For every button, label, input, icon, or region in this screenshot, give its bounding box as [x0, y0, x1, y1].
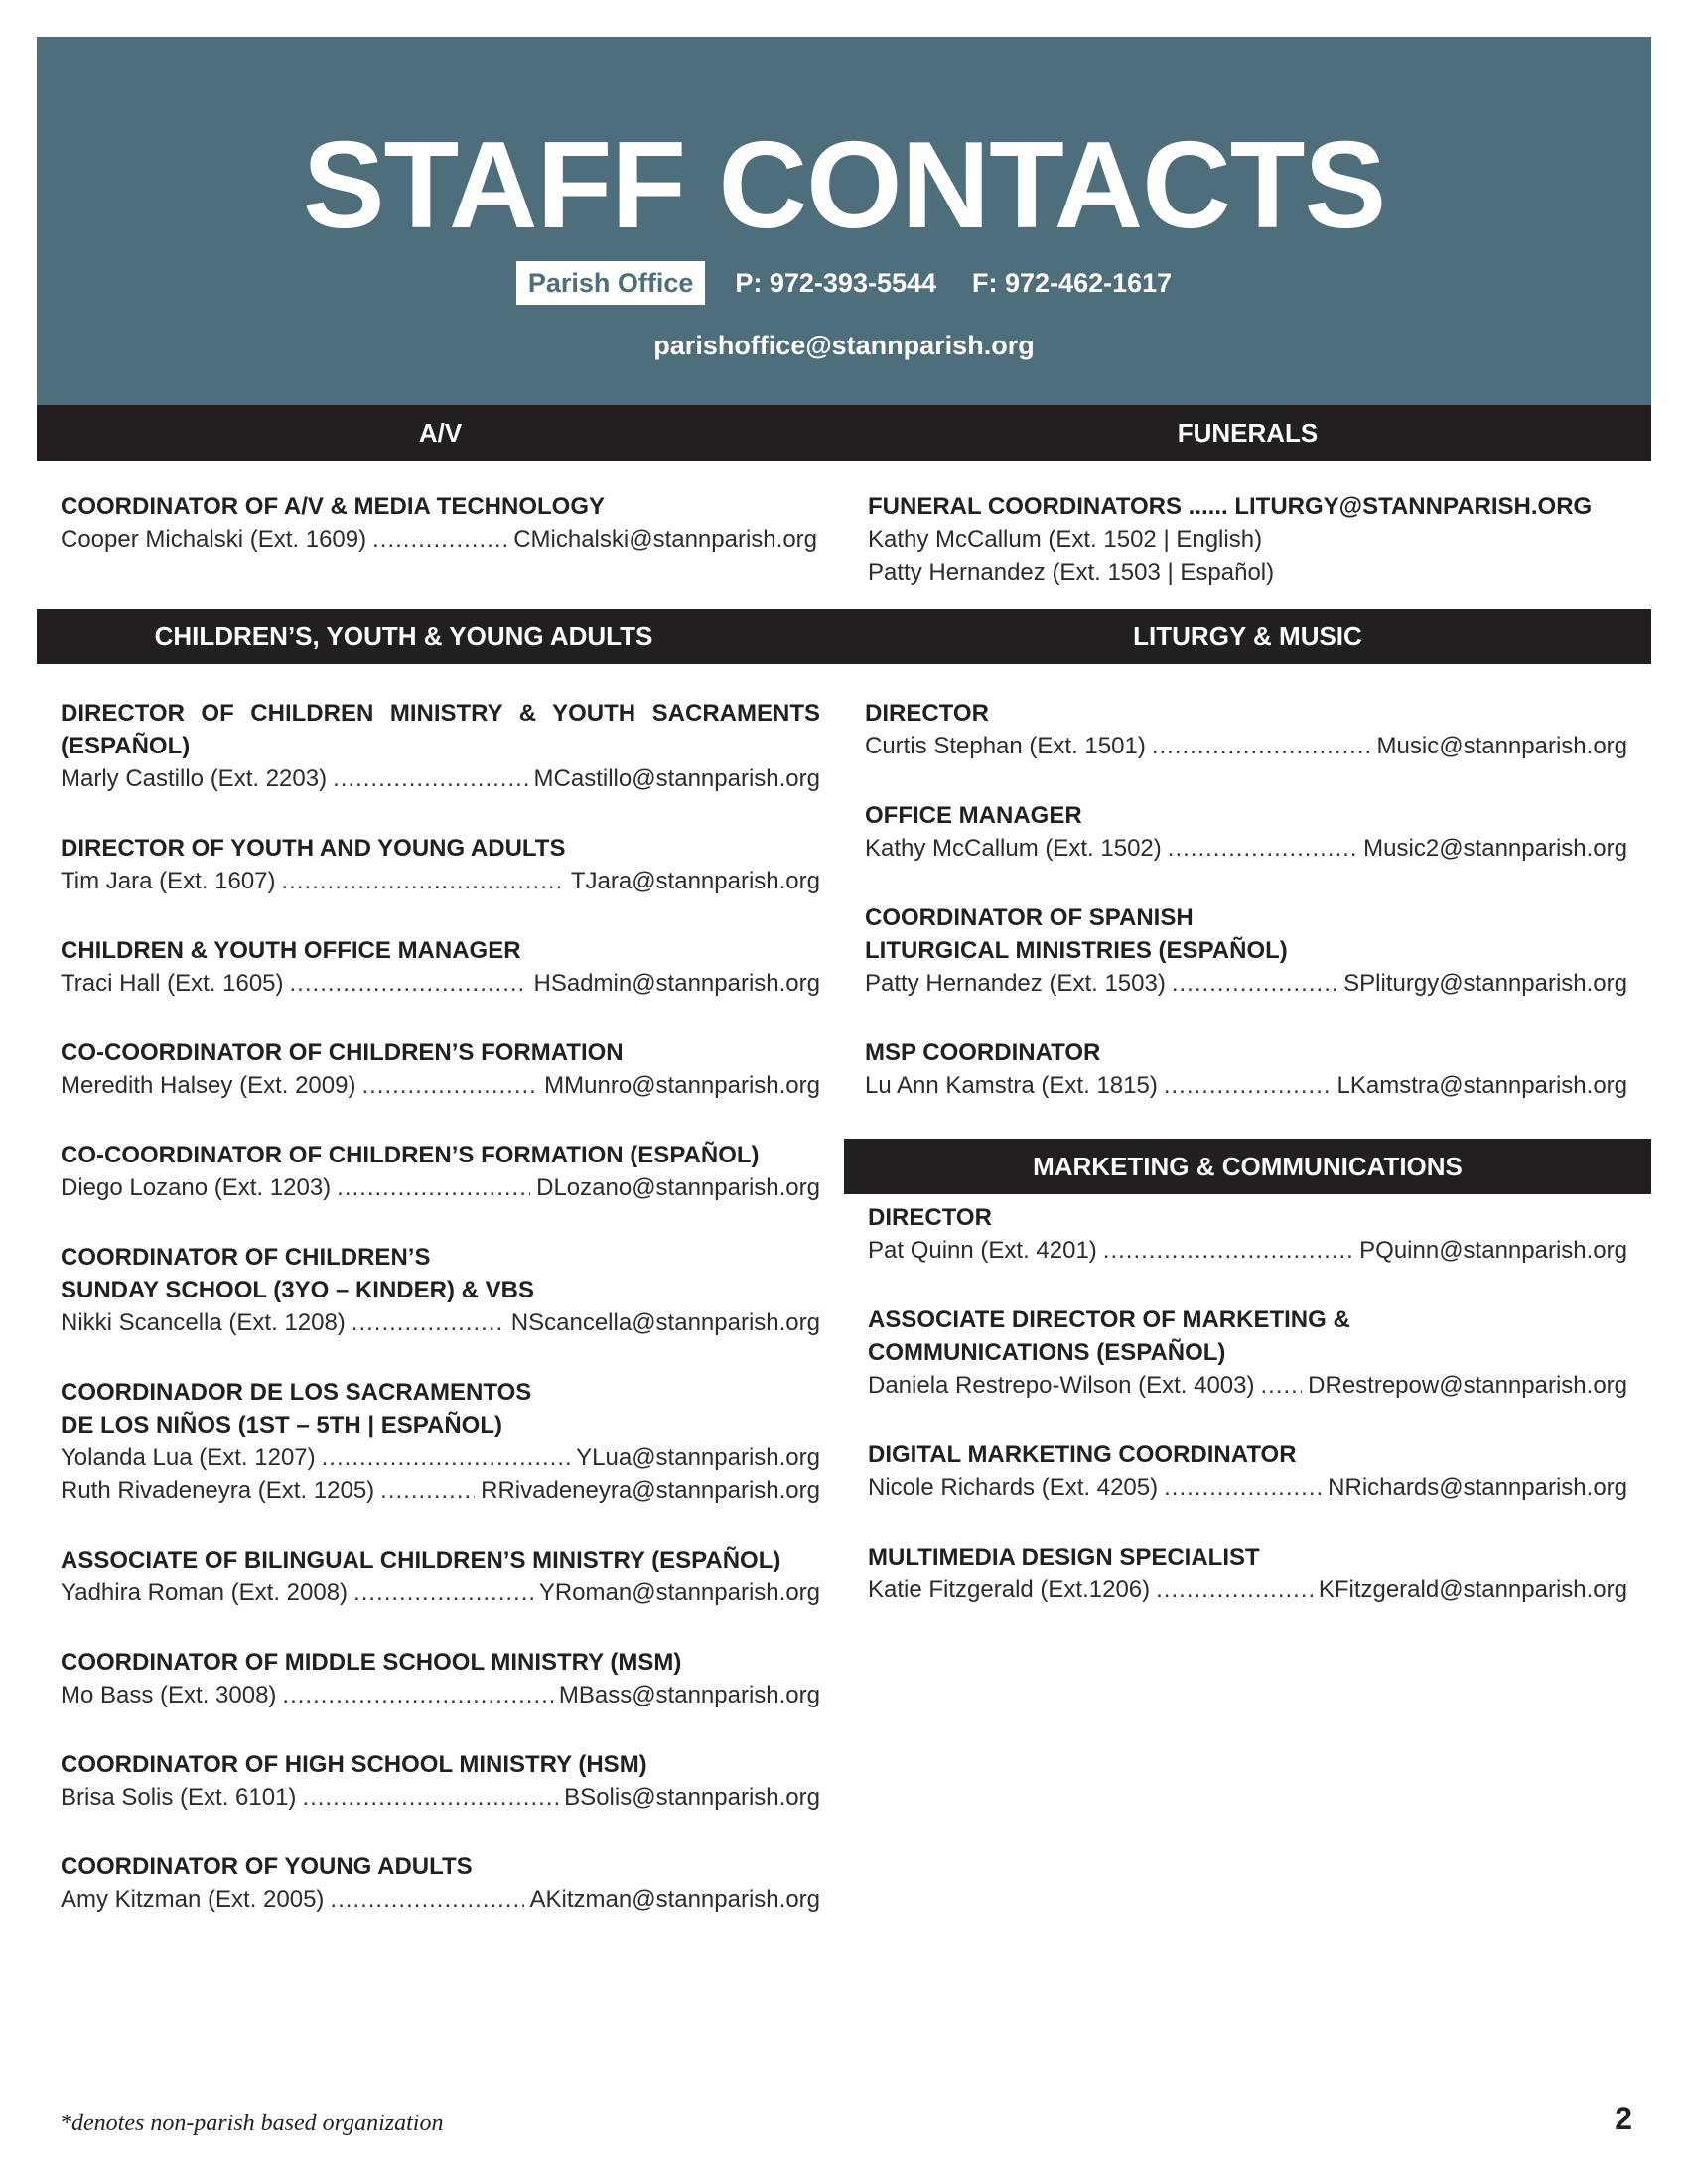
contact-title: DIRECTOR OF YOUTH AND YOUNG ADULTS — [61, 835, 566, 862]
contact-email: MCastillo@stannparish.org — [533, 765, 820, 792]
contact-email: RRivadeneyra@stannparish.org — [481, 1477, 820, 1504]
contact-name: Traci Hall (Ext. 1605) — [61, 970, 284, 997]
contact-name: Marly Castillo (Ext. 2203) — [61, 765, 328, 792]
section-heading-marketing: MARKETING & COMMUNICATIONS — [844, 1139, 1651, 1194]
contact-line — [61, 1474, 820, 1507]
contact-entry — [61, 1376, 820, 1507]
contact-email: MBass@stannparish.org — [558, 1682, 820, 1708]
contact-line — [61, 523, 817, 556]
contact-email: YRoman@stannparish.org — [538, 1579, 820, 1606]
contact-name: Patty Hernandez (Ext. 1503 | Español) — [868, 559, 1275, 586]
contact-name: Yolanda Lua (Ext. 1207) — [61, 1444, 316, 1471]
contact-entry — [61, 1646, 820, 1711]
page-title: STAFF CONTACTS — [302, 117, 1386, 254]
contact-line — [61, 762, 820, 795]
contact-title: COORDINATOR OF CHILDREN’S — [61, 1244, 431, 1271]
contact-entry — [865, 1036, 1627, 1102]
dot-leader — [1103, 1234, 1353, 1267]
contact-title: COORDINADOR DE LOS SACRAMENTOS — [61, 1379, 532, 1406]
contact-name: Meredith Halsey (Ext. 2009) — [61, 1072, 356, 1099]
contact-entry — [61, 1036, 820, 1102]
contact-name: Curtis Stephan (Ext. 1501) — [865, 733, 1146, 759]
contact-email: CMichalski@stannparish.org — [513, 526, 817, 553]
contact-name: Pat Quinn (Ext. 4201) — [868, 1237, 1097, 1264]
contact-title: LITURGICAL MINISTRIES (ESPAÑOL) — [865, 937, 1288, 964]
contact-entry — [868, 1201, 1627, 1267]
section-av — [61, 490, 817, 593]
contact-title: DIRECTOR — [865, 700, 989, 727]
contact-title: MSP COORDINATOR — [865, 1039, 1101, 1066]
contact-title: DIRECTOR OF CHILDREN MINISTRY & YOUTH SACRAMENTS (ESPAÑOL) — [61, 700, 820, 759]
contact-email: AKitzman@stannparish.org — [529, 1886, 820, 1913]
dot-leader — [282, 1679, 552, 1711]
contact-line — [61, 1441, 820, 1474]
contact-title: ASSOCIATE OF BILINGUAL CHILDREN’S MINISTRY (ESPAÑOL) — [61, 1547, 781, 1573]
contact-name: Katie Fitzgerald (Ext.1206) — [868, 1576, 1151, 1603]
contact-line — [61, 967, 820, 1000]
contact-email: PQuinn@stannparish.org — [1359, 1237, 1627, 1264]
contact-email: NRichards@stannparish.org — [1328, 1474, 1627, 1501]
contact-title: OFFICE MANAGER — [865, 802, 1082, 829]
contact-line — [865, 967, 1627, 1000]
dot-leader — [1152, 730, 1371, 762]
contact-line — [61, 1576, 820, 1609]
contact-email: KFitzgerald@stannparish.org — [1318, 1576, 1627, 1603]
dot-leader — [322, 1441, 571, 1474]
contact-email: DLozano@stannparish.org — [536, 1174, 820, 1201]
contact-name: Cooper Michalski (Ext. 1609) — [61, 526, 367, 553]
dot-leader — [372, 523, 507, 556]
contact-name: Brisa Solis (Ext. 6101) — [61, 1784, 297, 1811]
contact-entry — [61, 1748, 820, 1814]
contact-line — [61, 1679, 820, 1711]
contact-entry — [865, 799, 1627, 865]
section-heading-liturgy: LITURGY & MUSIC — [844, 609, 1651, 664]
contact-entry — [865, 901, 1627, 1000]
section-heading-funerals: FUNERALS — [844, 405, 1651, 461]
contact-title: COORDINATOR OF HIGH SCHOOL MINISTRY (HSM) — [61, 1751, 647, 1778]
contact-line — [61, 1306, 820, 1339]
section-funerals — [868, 490, 1632, 625]
contact-line — [61, 865, 820, 897]
contact-title: COORDINATOR OF YOUNG ADULTS — [61, 1853, 473, 1880]
contact-line — [865, 730, 1627, 762]
contact-line — [61, 1883, 820, 1916]
contact-line — [61, 1781, 820, 1814]
dot-leader — [1168, 832, 1357, 865]
contact-email: DRestrepow@stannparish.org — [1308, 1372, 1627, 1399]
dot-leader — [282, 865, 565, 897]
header-banner — [37, 37, 1651, 406]
section-heading-av: A/V — [37, 405, 844, 461]
contact-email: Music@stannparish.org — [1376, 733, 1627, 759]
contact-email: NScancella@stannparish.org — [510, 1309, 820, 1336]
contact-title: COMMUNICATIONS (ESPAÑOL) — [868, 1339, 1226, 1366]
parish-office-label: Parish Office — [516, 261, 706, 305]
contact-entry — [61, 1241, 820, 1339]
contact-line — [868, 1573, 1627, 1606]
contact-name: Amy Kitzman (Ext. 2005) — [61, 1886, 325, 1913]
contact-title: CO-COORDINATOR OF CHILDREN’S FORMATION — [61, 1039, 624, 1066]
fax-number: F: 972-462-1617 — [972, 268, 1173, 298]
contact-entry — [61, 934, 820, 1000]
contact-line — [865, 832, 1627, 865]
contact-line — [61, 1171, 820, 1204]
contact-title: FUNERAL COORDINATORS ...... LITURGY@STANNPARISH.ORG — [868, 493, 1593, 520]
contact-row — [37, 260, 1651, 306]
dot-leader — [1261, 1369, 1303, 1402]
contact-name: Tim Jara (Ext. 1607) — [61, 868, 276, 894]
dot-leader — [380, 1474, 475, 1507]
contact-line — [868, 1234, 1627, 1267]
dot-leader — [330, 1883, 523, 1916]
contact-name: Lu Ann Kamstra (Ext. 1815) — [865, 1072, 1158, 1099]
contact-name: Kathy McCallum (Ext. 1502 | English) — [868, 526, 1263, 553]
dot-leader — [353, 1576, 533, 1609]
dot-leader — [1172, 967, 1337, 1000]
contact-title: COORDINATOR OF A/V & MEDIA TECHNOLOGY — [61, 493, 606, 520]
section-heading-label: CHILDREN’S, YOUTH & YOUNG ADULTS — [154, 621, 653, 651]
contact-entry — [865, 697, 1627, 762]
contact-title: DE LOS NIÑOS (1ST – 5TH | ESPAÑOL) — [61, 1412, 502, 1438]
contact-entry — [868, 1541, 1627, 1606]
phone-number: P: 972-393-5544 — [735, 268, 937, 298]
dot-leader — [361, 1069, 538, 1102]
contact-title: COORDINATOR OF SPANISH — [865, 904, 1194, 931]
contact-name: Kathy McCallum (Ext. 1502) — [865, 835, 1162, 862]
contact-name: Ruth Rivadeneyra (Ext. 1205) — [61, 1477, 375, 1504]
contact-email: TJara@stannparish.org — [570, 868, 820, 894]
contact-email: Music2@stannparish.org — [1363, 835, 1627, 862]
section-heading-children — [37, 609, 844, 664]
office-email: parishoffice@stannparish.org — [653, 331, 1035, 360]
contact-email: SPliturgy@stannparish.org — [1343, 970, 1627, 997]
contact-entry — [61, 1139, 820, 1204]
contact-entry — [868, 490, 1632, 589]
contact-entry — [868, 1438, 1627, 1504]
contact-title: MULTIMEDIA DESIGN SPECIALIST — [868, 1544, 1260, 1570]
contact-entry — [868, 1303, 1627, 1402]
dot-leader — [290, 967, 528, 1000]
page-number: 2 — [1615, 2101, 1632, 2136]
contact-name: Nikki Scancella (Ext. 1208) — [61, 1309, 346, 1336]
section-marketing — [868, 1201, 1627, 1643]
section-children — [61, 697, 820, 1953]
contact-title: SUNDAY SCHOOL (3YO – KINDER) & VBS — [61, 1277, 534, 1303]
contact-name: Mo Bass (Ext. 3008) — [61, 1682, 277, 1708]
contact-email: YLua@stannparish.org — [576, 1444, 820, 1471]
footnote: *denotes non-parish based organization — [60, 2111, 444, 2136]
contact-line — [61, 1069, 820, 1102]
dot-leader — [333, 762, 527, 795]
contact-name: Daniela Restrepo-Wilson (Ext. 4003) — [868, 1372, 1255, 1399]
dot-leader — [1164, 1069, 1332, 1102]
contact-entry — [61, 1544, 820, 1609]
contact-name: Yadhira Roman (Ext. 2008) — [61, 1579, 349, 1606]
contact-name: Nicole Richards (Ext. 4205) — [868, 1474, 1159, 1501]
dot-leader — [1164, 1471, 1322, 1504]
contact-email: HSadmin@stannparish.org — [533, 970, 820, 997]
contact-title: DIRECTOR — [868, 1204, 992, 1231]
contact-entry — [61, 490, 817, 556]
contact-entry — [61, 697, 820, 795]
contact-line — [865, 1069, 1627, 1102]
dot-leader — [337, 1171, 530, 1204]
dot-leader — [1156, 1573, 1313, 1606]
contact-line — [868, 1471, 1627, 1504]
dot-leader — [352, 1306, 505, 1339]
contact-email: BSolis@stannparish.org — [564, 1784, 820, 1811]
contact-name: Patty Hernandez (Ext. 1503) — [865, 970, 1166, 997]
contact-title: ASSOCIATE DIRECTOR OF MARKETING & — [868, 1306, 1350, 1333]
contact-email: LKamstra@stannparish.org — [1336, 1072, 1627, 1099]
contact-title: DIGITAL MARKETING COORDINATOR — [868, 1441, 1297, 1468]
contact-title: CO-COORDINATOR OF CHILDREN’S FORMATION (ESPAÑOL) — [61, 1142, 760, 1168]
dot-leader — [302, 1781, 558, 1814]
contact-entry — [61, 832, 820, 897]
contact-line — [868, 1369, 1627, 1402]
contact-name: Diego Lozano (Ext. 1203) — [61, 1174, 332, 1201]
contact-entry — [61, 1850, 820, 1916]
section-liturgy — [865, 697, 1627, 1139]
contact-title: CHILDREN & YOUTH OFFICE MANAGER — [61, 937, 521, 964]
contact-email: MMunro@stannparish.org — [544, 1072, 820, 1099]
contact-title: COORDINATOR OF MIDDLE SCHOOL MINISTRY (MSM) — [61, 1649, 682, 1676]
